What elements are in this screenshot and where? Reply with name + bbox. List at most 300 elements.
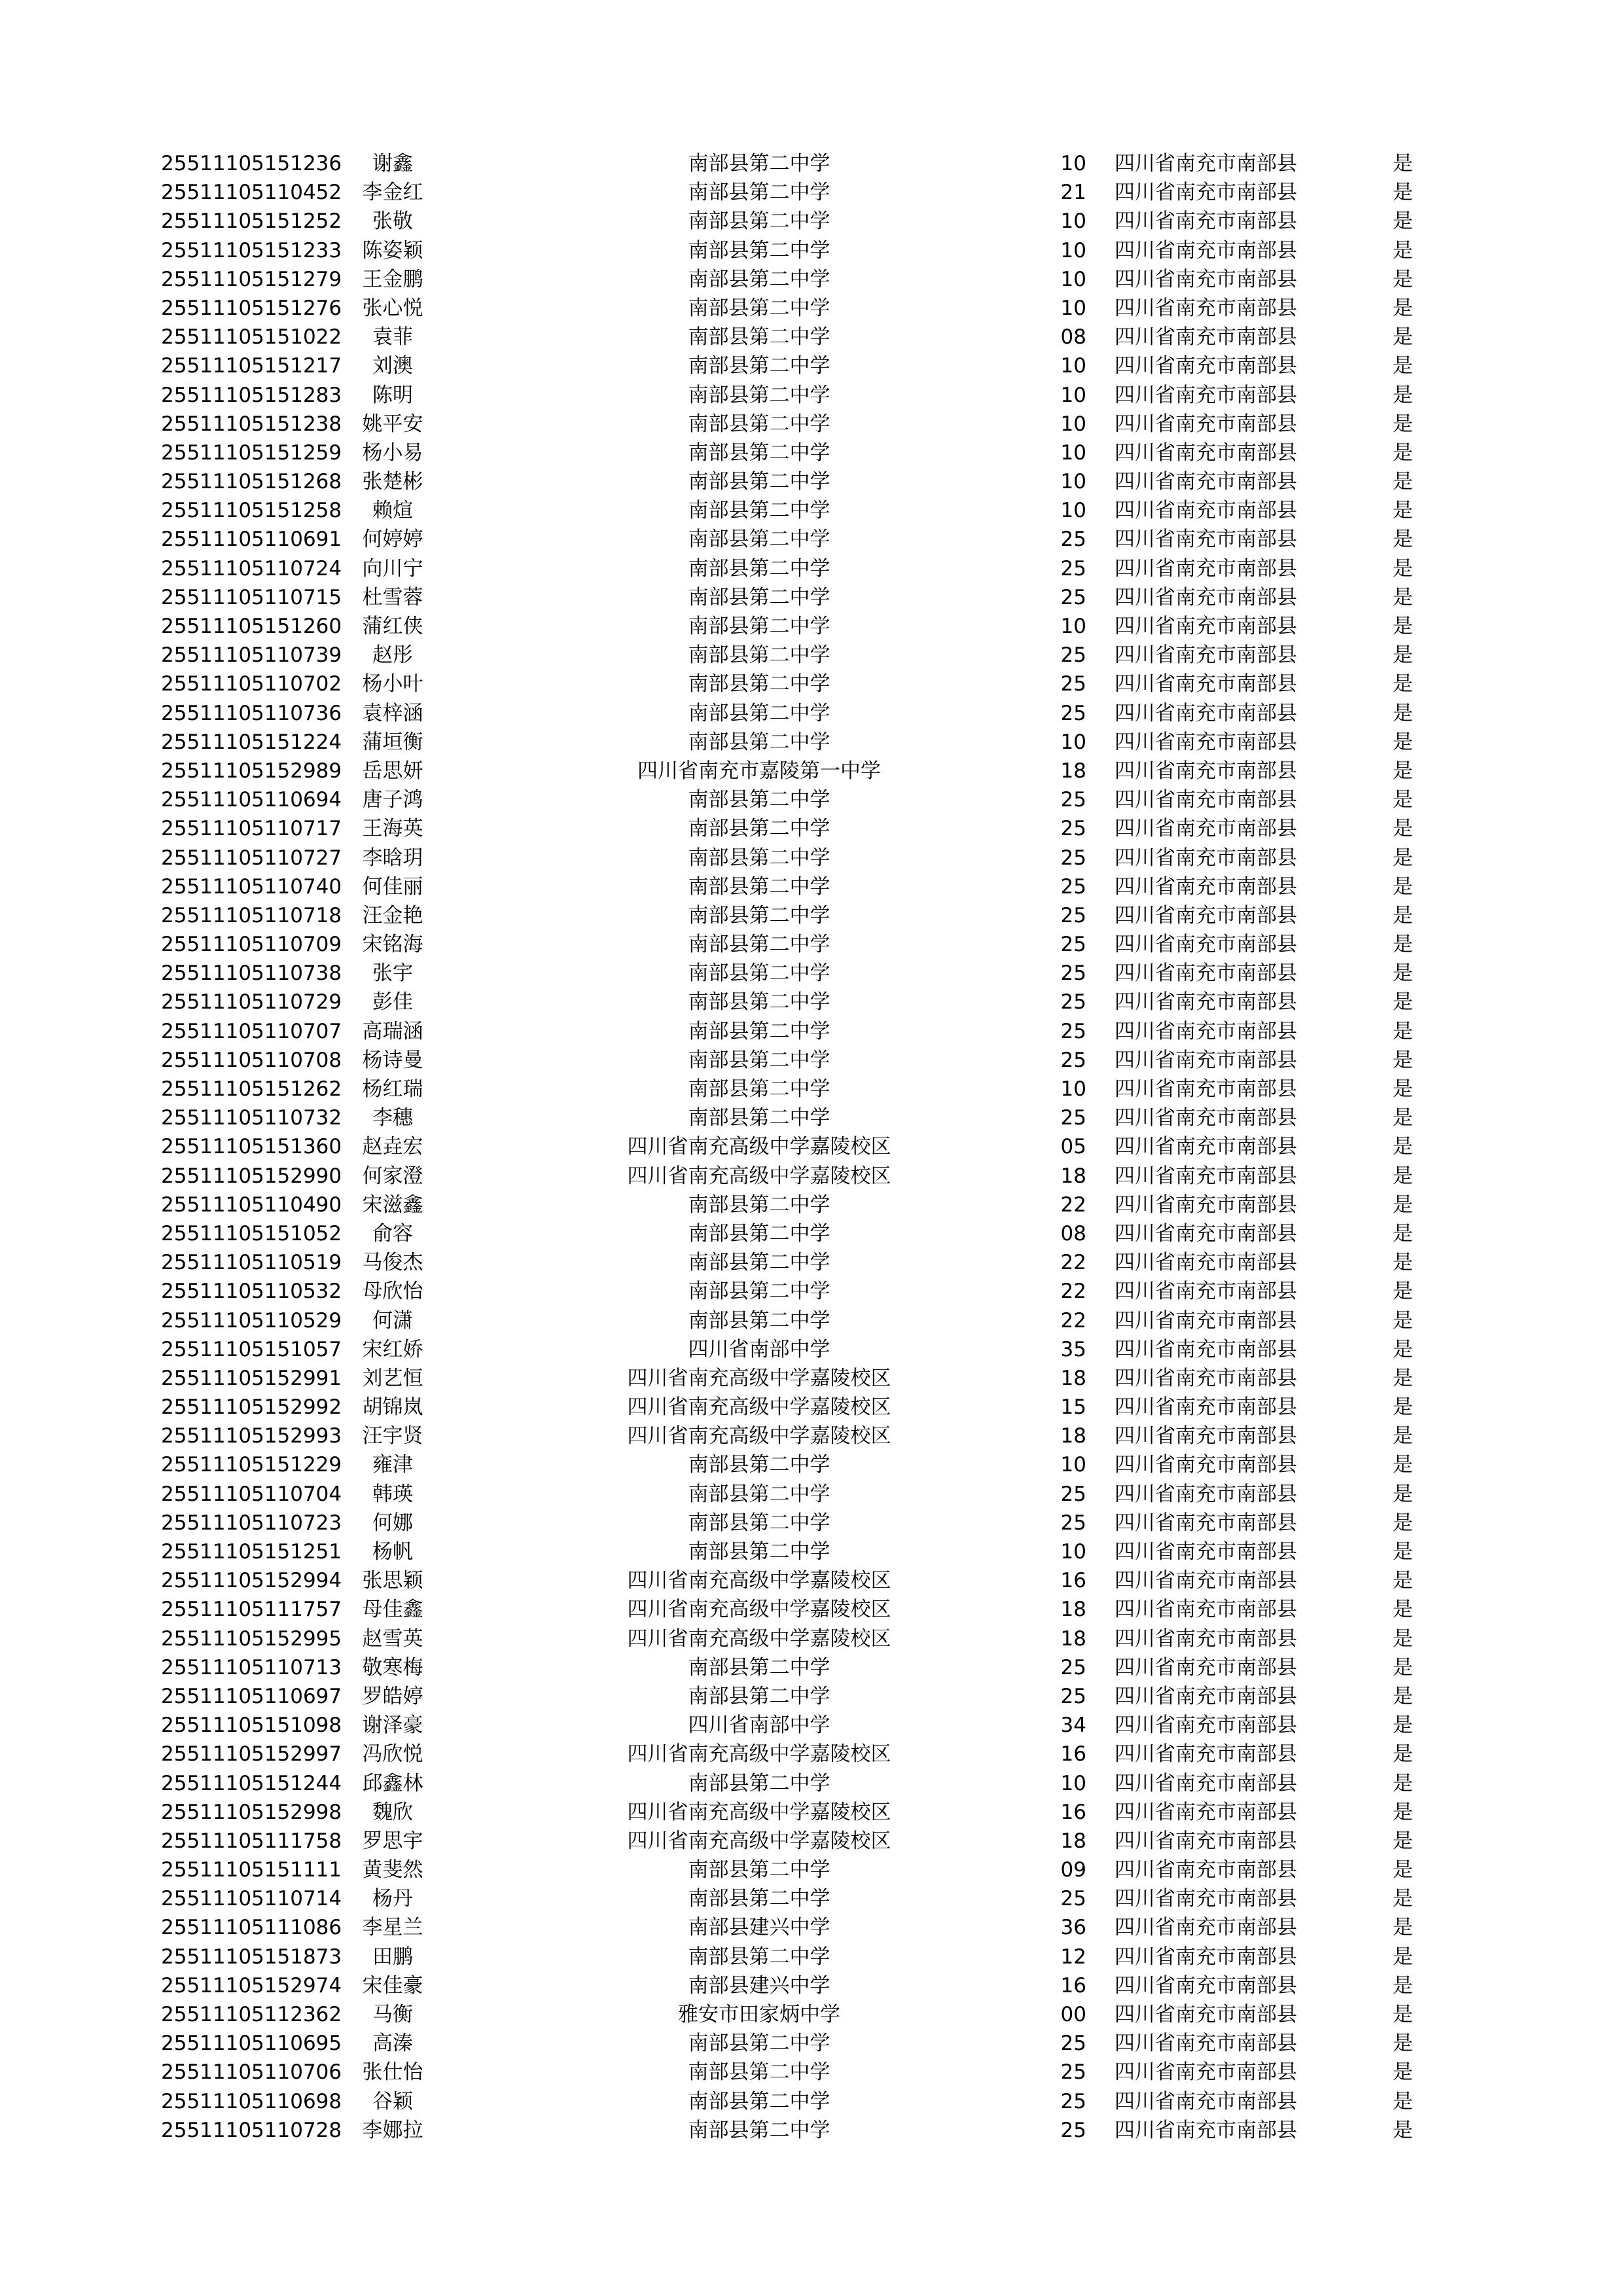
region-cell: 四川省南充市南部县 [1115, 759, 1297, 783]
student-name-cell: 赖煊 [372, 499, 413, 523]
region-cell: 四川省南充市南部县 [1115, 1684, 1297, 1708]
region-cell: 四川省南充市南部县 [1115, 1482, 1297, 1506]
school-name-cell: 南部县第二中学 [688, 1280, 830, 1304]
status-cell: 是 [1393, 1135, 1413, 1159]
school-name-cell: 南部县第二中学 [688, 470, 830, 494]
school-name-cell: 四川省南充高级中学嘉陵校区 [627, 1164, 891, 1188]
status-cell: 是 [1393, 1048, 1413, 1072]
class-code-cell: 10 [1060, 440, 1086, 465]
class-code-cell: 22 [1060, 1251, 1086, 1275]
status-cell: 是 [1393, 759, 1413, 783]
table-row [0, 1422, 1623, 1450]
status-cell: 是 [1393, 181, 1413, 205]
table-row [0, 2000, 1623, 2029]
student-name-cell: 陈姿颖 [362, 238, 423, 262]
exam-number-cell: 25511105110519 [161, 1251, 342, 1275]
table-row [0, 872, 1623, 901]
region-cell: 四川省南充市南部县 [1115, 181, 1297, 205]
school-name-cell: 南部县第二中学 [688, 672, 830, 696]
region-cell: 四川省南充市南部县 [1115, 1048, 1297, 1072]
exam-number-cell: 25511105152992 [161, 1395, 342, 1420]
exam-number-cell: 25511105151262 [161, 1077, 342, 1101]
table-row [0, 1711, 1623, 1740]
student-name-cell: 何娜 [372, 1511, 413, 1535]
class-code-cell: 25 [1060, 874, 1086, 899]
table-row [0, 1219, 1623, 1248]
class-code-cell: 10 [1060, 1453, 1086, 1477]
region-cell: 四川省南充市南部县 [1115, 2118, 1297, 2142]
region-cell: 四川省南充市南部县 [1115, 1887, 1297, 1911]
region-cell: 四川省南充市南部县 [1115, 1858, 1297, 1882]
school-name-cell: 四川省南充高级中学嘉陵校区 [627, 1829, 891, 1853]
class-code-cell: 10 [1060, 470, 1086, 494]
school-name-cell: 南部县第二中学 [688, 990, 830, 1014]
region-cell: 四川省南充市南部县 [1115, 1251, 1297, 1275]
class-code-cell: 10 [1060, 1077, 1086, 1101]
region-cell: 四川省南充市南部县 [1115, 1742, 1297, 1767]
status-cell: 是 [1393, 1453, 1413, 1477]
exam-number-cell: 25511105110709 [161, 933, 342, 957]
school-name-cell: 南部县第二中学 [688, 788, 830, 812]
exam-number-cell: 25511105110736 [161, 701, 342, 725]
region-cell: 四川省南充市南部县 [1115, 1280, 1297, 1304]
student-name-cell: 冯欣悦 [362, 1742, 423, 1767]
table-row [0, 2116, 1623, 2145]
class-code-cell: 10 [1060, 412, 1086, 436]
school-name-cell: 南部县第二中学 [688, 1858, 830, 1882]
table-row [0, 2029, 1623, 2058]
exam-number-cell: 25511105110532 [161, 1280, 342, 1304]
status-cell: 是 [1393, 267, 1413, 291]
student-name-cell: 汪金艳 [362, 903, 423, 927]
exam-number-cell: 25511105110717 [161, 817, 342, 841]
class-code-cell: 18 [1060, 1424, 1086, 1448]
status-cell: 是 [1393, 412, 1413, 436]
class-code-cell: 18 [1060, 759, 1086, 783]
status-cell: 是 [1393, 1280, 1413, 1304]
exam-number-cell: 25511105110738 [161, 961, 342, 986]
table-row [0, 294, 1623, 323]
student-name-cell: 唐子鸿 [362, 788, 423, 812]
region-cell: 四川省南充市南部县 [1115, 817, 1297, 841]
student-name-cell: 胡锦岚 [362, 1395, 423, 1420]
class-code-cell: 10 [1060, 209, 1086, 234]
student-name-cell: 赵垚宏 [362, 1135, 423, 1159]
table-row [0, 1798, 1623, 1827]
status-cell: 是 [1393, 556, 1413, 581]
exam-number-cell: 25511105151279 [161, 267, 342, 291]
exam-number-cell: 25511105110691 [161, 528, 342, 552]
school-name-cell: 南部县第二中学 [688, 1048, 830, 1072]
school-name-cell: 南部县第二中学 [688, 1945, 830, 1969]
status-cell: 是 [1393, 528, 1413, 552]
table-row [0, 1769, 1623, 1798]
school-name-cell: 南部县第二中学 [688, 238, 830, 262]
class-code-cell: 25 [1060, 1684, 1086, 1708]
class-code-cell: 25 [1060, 1482, 1086, 1506]
school-name-cell: 南部县第二中学 [688, 325, 830, 350]
exam-number-cell: 25511105110727 [161, 846, 342, 870]
school-name-cell: 南部县第二中学 [688, 528, 830, 552]
table-row [0, 1740, 1623, 1768]
status-cell: 是 [1393, 933, 1413, 957]
exam-number-cell: 25511105151217 [161, 354, 342, 378]
region-cell: 四川省南充市南部县 [1115, 643, 1297, 668]
table-row [0, 1046, 1623, 1075]
exam-number-cell: 25511105110713 [161, 1655, 342, 1679]
region-cell: 四川省南充市南部县 [1115, 1916, 1297, 1940]
status-cell: 是 [1393, 1337, 1413, 1361]
region-cell: 四川省南充市南部县 [1115, 1569, 1297, 1593]
school-name-cell: 四川省南充高级中学嘉陵校区 [627, 1626, 891, 1651]
region-cell: 四川省南充市南部县 [1115, 412, 1297, 436]
exam-number-cell: 25511105152995 [161, 1626, 342, 1651]
student-name-cell: 敬寒梅 [362, 1655, 423, 1679]
student-name-cell: 张敬 [372, 209, 413, 234]
school-name-cell: 南部县第二中学 [688, 643, 830, 668]
school-name-cell: 南部县第二中学 [688, 846, 830, 870]
school-name-cell: 南部县第二中学 [688, 499, 830, 523]
student-name-cell: 张思颖 [362, 1569, 423, 1593]
class-code-cell: 18 [1060, 1626, 1086, 1651]
table-row [0, 901, 1623, 930]
status-cell: 是 [1393, 1106, 1413, 1130]
school-name-cell: 南部县第二中学 [688, 1453, 830, 1477]
class-code-cell: 25 [1060, 1655, 1086, 1679]
student-name-cell: 李金红 [362, 181, 423, 205]
student-name-cell: 刘澳 [372, 354, 413, 378]
exam-number-cell: 25511105151360 [161, 1135, 342, 1159]
region-cell: 四川省南充市南部县 [1115, 1511, 1297, 1535]
exam-number-cell: 25511105110698 [161, 2089, 342, 2113]
exam-number-cell: 25511105151057 [161, 1337, 342, 1361]
region-cell: 四川省南充市南部县 [1115, 2060, 1297, 2085]
status-cell: 是 [1393, 1858, 1413, 1882]
school-name-cell: 南部县第二中学 [688, 209, 830, 234]
region-cell: 四川省南充市南部县 [1115, 1540, 1297, 1564]
exam-number-cell: 25511105110695 [161, 2032, 342, 2056]
student-name-cell: 杨小易 [362, 440, 423, 465]
status-cell: 是 [1393, 1684, 1413, 1708]
status-cell: 是 [1393, 1598, 1413, 1622]
region-cell: 四川省南充市南部县 [1115, 961, 1297, 986]
region-cell: 四川省南充市南部县 [1115, 788, 1297, 812]
exam-number-cell: 25511105110718 [161, 903, 342, 927]
table-row [0, 1884, 1623, 1913]
student-name-cell: 彭佳 [372, 990, 413, 1014]
exam-number-cell: 25511105151111 [161, 1858, 342, 1882]
class-code-cell: 25 [1060, 643, 1086, 668]
class-code-cell: 16 [1060, 1742, 1086, 1767]
school-name-cell: 四川省南充高级中学嘉陵校区 [627, 1395, 891, 1420]
exam-number-cell: 25511105151244 [161, 1771, 342, 1795]
region-cell: 四川省南充市南部县 [1115, 267, 1297, 291]
table-row [0, 1277, 1623, 1306]
student-name-cell: 王海英 [362, 817, 423, 841]
table-row [0, 1509, 1623, 1537]
region-cell: 四川省南充市南部县 [1115, 1077, 1297, 1101]
table-row [0, 583, 1623, 612]
status-cell: 是 [1393, 1945, 1413, 1969]
status-cell: 是 [1393, 1395, 1413, 1420]
exam-number-cell: 25511105151052 [161, 1221, 342, 1246]
student-name-cell: 杨小叶 [362, 672, 423, 696]
class-code-cell: 16 [1060, 1973, 1086, 1998]
status-cell: 是 [1393, 1829, 1413, 1853]
class-code-cell: 25 [1060, 1511, 1086, 1535]
student-name-cell: 高瑞涵 [362, 1019, 423, 1043]
student-name-cell: 马俊杰 [362, 1251, 423, 1275]
class-code-cell: 25 [1060, 961, 1086, 986]
region-cell: 四川省南充市南部县 [1115, 1221, 1297, 1246]
exam-number-cell: 25511105151238 [161, 412, 342, 436]
region-cell: 四川省南充市南部县 [1115, 1106, 1297, 1130]
school-name-cell: 南部县第二中学 [688, 1684, 830, 1708]
student-name-cell: 刘艺恒 [362, 1366, 423, 1390]
class-code-cell: 10 [1060, 152, 1086, 175]
exam-number-cell: 25511105110529 [161, 1308, 342, 1333]
class-code-cell: 25 [1060, 817, 1086, 841]
student-name-cell: 谷颖 [372, 2089, 413, 2113]
table-row [0, 930, 1623, 959]
exam-number-cell: 25511105110739 [161, 643, 342, 668]
class-code-cell: 25 [1060, 2118, 1086, 2142]
class-code-cell: 21 [1060, 181, 1086, 205]
table-row [0, 1537, 1623, 1566]
status-cell: 是 [1393, 730, 1413, 754]
student-name-cell: 李星兰 [362, 1916, 423, 1940]
table-row [0, 381, 1623, 410]
class-code-cell: 34 [1060, 1713, 1086, 1738]
region-cell: 四川省南充市南部县 [1115, 1829, 1297, 1853]
exam-number-cell: 25511105152997 [161, 1742, 342, 1767]
region-cell: 四川省南充市南部县 [1115, 238, 1297, 262]
table-row [0, 525, 1623, 554]
region-cell: 四川省南充市南部县 [1115, 1337, 1297, 1361]
student-name-cell: 高溱 [372, 2032, 413, 2056]
class-code-cell: 10 [1060, 730, 1086, 754]
table-row [0, 1017, 1623, 1046]
student-name-cell: 蒲红侠 [362, 615, 423, 638]
exam-number-cell: 25511105151022 [161, 325, 342, 350]
exam-number-cell: 25511105110490 [161, 1193, 342, 1217]
table-row [0, 1856, 1623, 1884]
table-row [0, 844, 1623, 872]
exam-number-cell: 25511105110714 [161, 1887, 342, 1911]
class-code-cell: 05 [1060, 1135, 1086, 1159]
school-name-cell: 四川省南充高级中学嘉陵校区 [627, 1424, 891, 1448]
exam-number-cell: 25511105110707 [161, 1019, 342, 1043]
status-cell: 是 [1393, 1887, 1413, 1911]
school-name-cell: 南部县第二中学 [688, 585, 830, 609]
exam-number-cell: 25511105110732 [161, 1106, 342, 1130]
table-row [0, 1191, 1623, 1219]
status-cell: 是 [1393, 1713, 1413, 1738]
student-name-cell: 谢泽豪 [362, 1713, 423, 1738]
exam-number-cell: 25511105151233 [161, 238, 342, 262]
school-name-cell: 四川省南充高级中学嘉陵校区 [627, 1569, 891, 1593]
school-name-cell: 南部县第二中学 [688, 1193, 830, 1217]
class-code-cell: 18 [1060, 1366, 1086, 1390]
student-name-cell: 魏欣 [372, 1800, 413, 1824]
student-name-cell: 张宇 [372, 961, 413, 986]
region-cell: 四川省南充市南部县 [1115, 1945, 1297, 1969]
status-cell: 是 [1393, 2089, 1413, 2113]
status-cell: 是 [1393, 152, 1413, 175]
exam-number-cell: 25511105110708 [161, 1048, 342, 1072]
school-name-cell: 南部县第二中学 [688, 2032, 830, 2056]
student-name-cell: 杨帆 [372, 1540, 413, 1564]
student-name-cell: 王金鹏 [362, 267, 423, 291]
class-code-cell: 12 [1060, 1945, 1086, 1969]
table-row [0, 1248, 1623, 1277]
table-row [0, 1566, 1623, 1595]
status-cell: 是 [1393, 1164, 1413, 1188]
status-cell: 是 [1393, 1251, 1413, 1275]
region-cell: 四川省南充市南部县 [1115, 1366, 1297, 1390]
student-name-cell: 李娜拉 [362, 2118, 423, 2142]
status-cell: 是 [1393, 1655, 1413, 1679]
exam-number-cell: 25511105110704 [161, 1482, 342, 1506]
school-name-cell: 四川省南充高级中学嘉陵校区 [627, 1366, 891, 1390]
exam-number-cell: 25511105110729 [161, 990, 342, 1014]
status-cell: 是 [1393, 643, 1413, 668]
status-cell: 是 [1393, 354, 1413, 378]
region-cell: 四川省南充市南部县 [1115, 325, 1297, 350]
school-name-cell: 南部县第二中学 [688, 2118, 830, 2142]
table-row [0, 757, 1623, 785]
exam-number-cell: 25511105151224 [161, 730, 342, 754]
student-name-cell: 汪宇贤 [362, 1424, 423, 1448]
class-code-cell: 25 [1060, 556, 1086, 581]
school-name-cell: 南部县第二中学 [688, 1771, 830, 1795]
table-row [0, 2087, 1623, 2116]
status-cell: 是 [1393, 2003, 1413, 2026]
region-cell: 四川省南充市南部县 [1115, 209, 1297, 234]
table-row [0, 236, 1623, 265]
student-name-cell: 母欣怡 [362, 1280, 423, 1304]
student-name-cell: 宋佳豪 [362, 1973, 423, 1998]
table-row [0, 1103, 1623, 1132]
school-name-cell: 南部县第二中学 [688, 615, 830, 638]
region-cell: 四川省南充市南部县 [1115, 2032, 1297, 2056]
table-row [0, 988, 1623, 1016]
school-name-cell: 南部县第二中学 [688, 933, 830, 957]
exam-number-cell: 25511105151259 [161, 440, 342, 465]
region-cell: 四川省南充市南部县 [1115, 903, 1297, 927]
region-cell: 四川省南充市南部县 [1115, 1973, 1297, 1998]
class-code-cell: 10 [1060, 1771, 1086, 1795]
class-code-cell: 25 [1060, 2089, 1086, 2113]
student-name-cell: 宋铭海 [362, 933, 423, 957]
school-name-cell: 四川省南充市嘉陵第一中学 [637, 759, 881, 783]
exam-number-cell: 25511105151873 [161, 1945, 342, 1969]
class-code-cell: 25 [1060, 903, 1086, 927]
student-name-cell: 杜雪蓉 [362, 585, 423, 609]
class-code-cell: 10 [1060, 238, 1086, 262]
student-name-cell: 杨诗曼 [362, 1048, 423, 1072]
exam-number-cell: 25511105110702 [161, 672, 342, 696]
region-cell: 四川省南充市南部县 [1115, 1193, 1297, 1217]
school-name-cell: 南部县第二中学 [688, 2060, 830, 2085]
school-name-cell: 南部县第二中学 [688, 383, 830, 407]
table-row [0, 1450, 1623, 1479]
region-cell: 四川省南充市南部县 [1115, 1800, 1297, 1824]
region-cell: 四川省南充市南部县 [1115, 933, 1297, 957]
class-code-cell: 25 [1060, 990, 1086, 1014]
region-cell: 四川省南充市南部县 [1115, 1395, 1297, 1420]
school-name-cell: 南部县第二中学 [688, 1540, 830, 1564]
region-cell: 四川省南充市南部县 [1115, 354, 1297, 378]
student-name-cell: 杨丹 [372, 1887, 413, 1911]
student-name-cell: 俞容 [372, 1221, 413, 1246]
table-row [0, 323, 1623, 351]
exam-number-cell: 25511105151268 [161, 470, 342, 494]
status-cell: 是 [1393, 1916, 1413, 1940]
class-code-cell: 10 [1060, 1540, 1086, 1564]
status-cell: 是 [1393, 1077, 1413, 1101]
region-cell: 四川省南充市南部县 [1115, 1424, 1297, 1448]
table-row [0, 1971, 1623, 2000]
student-name-cell: 马衡 [372, 2003, 413, 2026]
table-row [0, 1653, 1623, 1682]
student-name-cell: 雍津 [372, 1453, 413, 1477]
school-name-cell: 四川省南部中学 [688, 1713, 830, 1738]
status-cell: 是 [1393, 1800, 1413, 1824]
student-name-cell: 宋滋鑫 [362, 1193, 423, 1217]
table-row [0, 1364, 1623, 1393]
class-code-cell: 10 [1060, 383, 1086, 407]
region-cell: 四川省南充市南部县 [1115, 1453, 1297, 1477]
class-code-cell: 08 [1060, 325, 1086, 350]
status-cell: 是 [1393, 1511, 1413, 1535]
status-cell: 是 [1393, 2032, 1413, 2056]
class-code-cell: 25 [1060, 1887, 1086, 1911]
status-cell: 是 [1393, 903, 1413, 927]
status-cell: 是 [1393, 846, 1413, 870]
region-cell: 四川省南充市南部县 [1115, 470, 1297, 494]
status-cell: 是 [1393, 440, 1413, 465]
status-cell: 是 [1393, 296, 1413, 320]
school-name-cell: 南部县第二中学 [688, 1251, 830, 1275]
student-name-cell: 蒲垣衡 [362, 730, 423, 754]
exam-number-cell: 25511105110715 [161, 585, 342, 609]
school-name-cell: 四川省南部中学 [688, 1337, 830, 1361]
table-row [0, 1913, 1623, 1942]
region-cell: 四川省南充市南部县 [1115, 2089, 1297, 2113]
student-name-cell: 何婷婷 [362, 528, 423, 552]
table-row [0, 1595, 1623, 1624]
region-cell: 四川省南充市南部县 [1115, 1308, 1297, 1333]
class-code-cell: 10 [1060, 267, 1086, 291]
exam-number-cell: 25511105152990 [161, 1164, 342, 1188]
student-name-cell: 杨红瑞 [362, 1077, 423, 1101]
region-cell: 四川省南充市南部县 [1115, 440, 1297, 465]
school-name-cell: 南部县第二中学 [688, 730, 830, 754]
exam-number-cell: 25511105152991 [161, 1366, 342, 1390]
status-cell: 是 [1393, 817, 1413, 841]
table-row [0, 612, 1623, 641]
school-name-cell: 南部县第二中学 [688, 296, 830, 320]
exam-number-cell: 25511105112362 [161, 2003, 342, 2026]
table-row [0, 265, 1623, 294]
class-code-cell: 16 [1060, 1569, 1086, 1593]
class-code-cell: 18 [1060, 1829, 1086, 1853]
exam-number-cell: 25511105151276 [161, 296, 342, 320]
status-cell: 是 [1393, 1221, 1413, 1246]
exam-number-cell: 25511105111086 [161, 1916, 342, 1940]
table-row [0, 1624, 1623, 1653]
